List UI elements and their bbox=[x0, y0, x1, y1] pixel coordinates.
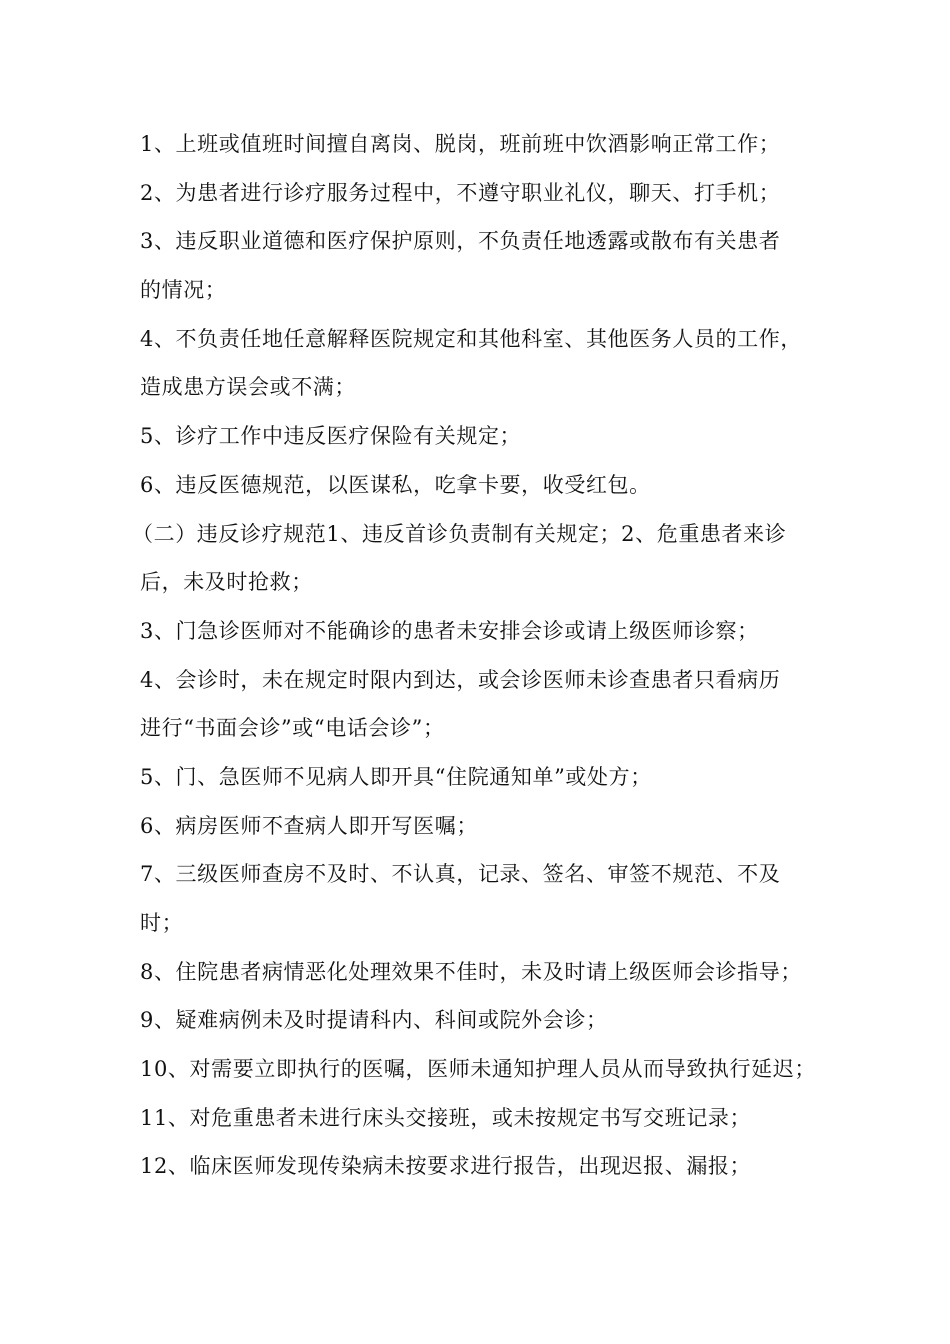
text-line: 4、会诊时，未在规定时限内到达，或会诊医师未诊查患者只看病历 bbox=[140, 667, 781, 692]
text-line: 3、违反职业道德和医疗保护原则，不负责任地透露或散布有关患者 bbox=[140, 229, 781, 254]
document-body bbox=[132, 120, 830, 1191]
text-line: 2、为患者进行诊疗服务过程中，不遵守职业礼仪，聊天、打手机； bbox=[140, 180, 781, 205]
text-line: 10、对需要立即执行的医嘱，医师未通知护理人员从而导致执行延迟； bbox=[140, 1057, 816, 1082]
text-line: 9、疑难病例未及时提请科内、科间或院外会诊； bbox=[140, 1008, 608, 1033]
text-line: 8、住院患者病情恶化处理效果不佳时，未及时请上级医师会诊指导； bbox=[140, 959, 802, 984]
text-line: 6、违反医德规范，以医谋私，吃拿卡要，收受红包。 bbox=[140, 472, 651, 497]
text-line: 7、三级医师查房不及时、不认真，记录、签名、审签不规范、不及 bbox=[140, 862, 781, 887]
text-line: 3、门急诊医师对不能确诊的患者未安排会诊或请上级医师诊察； bbox=[140, 618, 759, 643]
text-line: 1、上班或值班时间擅自离岗、脱岗，班前班中饮酒影响正常工作； bbox=[140, 132, 781, 156]
text-line: 12、临床医师发现传染病未按要求进行报告，出现迟报、漏报； bbox=[140, 1154, 752, 1179]
text-line: 造成患方误会或不满； bbox=[140, 375, 356, 400]
text-line: 5、诊疗工作中违反医疗保险有关规定； bbox=[140, 424, 522, 449]
text-line: 进行“书面会诊”或“电话会诊”； bbox=[140, 716, 445, 741]
text-line: 4、不负责任地任意解释医院规定和其他科室、其他医务人员的工作， bbox=[140, 326, 802, 351]
text-line: 5、门、急医师不见病人即开具“住院通知单”或处方； bbox=[140, 764, 652, 789]
text-line: 11、对危重患者未进行床头交接班，或未按规定书写交班记录； bbox=[140, 1105, 752, 1130]
text-line: 的情况； bbox=[140, 278, 227, 303]
section-heading-line: （二）违反诊疗规范1、违反首诊负责制有关规定；2、危重患者来诊 bbox=[132, 521, 787, 546]
text-line: 6、病房医师不查病人即开写医嘱； bbox=[140, 813, 478, 838]
text-line: 时； bbox=[140, 911, 184, 935]
text-line: 后，未及时抢救； bbox=[140, 570, 313, 595]
